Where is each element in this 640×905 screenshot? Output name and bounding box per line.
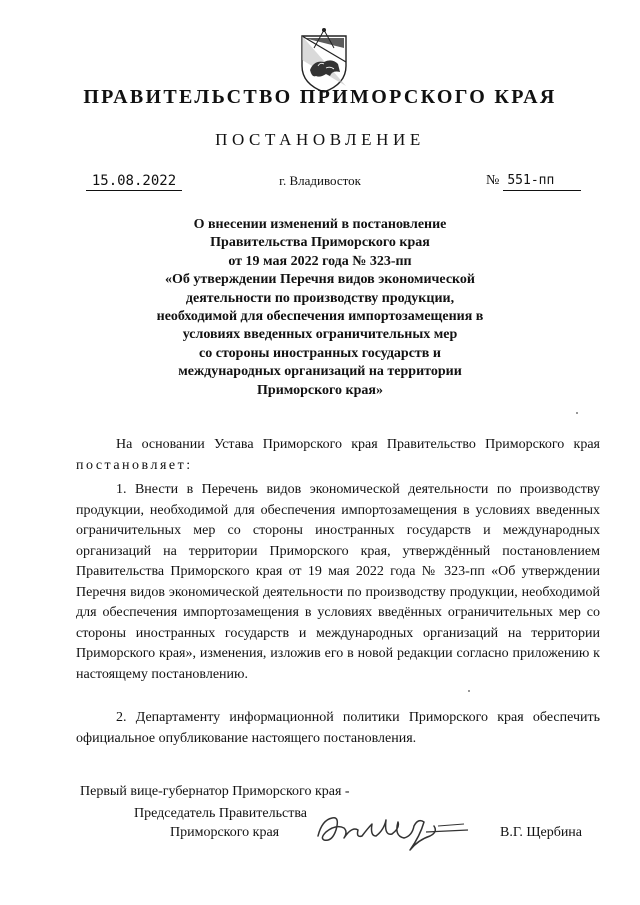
heading-line: О внесении изменений в постановление [193, 217, 447, 232]
signatory-position-line3: Приморского края [170, 825, 280, 840]
decree-date: 15.08.2022 [86, 172, 182, 191]
coat-of-arms-icon [296, 26, 352, 94]
scan-speck [468, 690, 470, 692]
decree-number-block [486, 172, 581, 191]
heading-line: со стороны иностранных государств и [199, 345, 441, 361]
decree-heading [100, 216, 540, 400]
item-1-paragraph: 1. Внести в Перечень видов экономической деятельности по производству продукции, необходимой для обеспечения импортозамещения в условиях введенных ограничительных мер со стороны иностранных государств и международных организаций на территории Приморского края, утверждённый постановлением Правительства Приморского края от 19 мая 2022 года № 323-пп «Об утверждении Перечня видов экономической деятельности по производству продукции, необходимой для обеспечения импортозамещения в условиях введённых ограничительных мер со стороны иностранных государств и международных организаций на территории Приморского края», изменения, изложив его в новой редакции согласно приложению к настоящему постановлению. [76, 482, 600, 682]
heading-line: от 19 мая 2022 года № 323-пп [228, 253, 412, 269]
heading-line: необходимой для обеспечения импортозамещения в [156, 309, 484, 325]
heading-line: деятельности по производству продукции, [185, 290, 455, 306]
signatory-name: В.Г. Щербина [500, 825, 583, 840]
intro-text: На основании Устава Приморского края Правительство Приморского края [116, 437, 600, 452]
decree-city: г. Владивосток [279, 173, 361, 188]
handwritten-signature [314, 806, 474, 858]
heading-line: условиях введенных ограничительных мер [182, 327, 458, 343]
document-type-title: ПОСТАНОВЛЕНИЕ [215, 130, 425, 149]
number-sign: № [486, 173, 500, 188]
heading-line: Приморского края» [257, 382, 383, 398]
item-2-paragraph: 2. Департаменту информационной политики Приморского края обеспечить официальное опубликование настоящего постановления. [76, 710, 600, 746]
intro-paragraph [76, 435, 600, 476]
heading-line: Правительства Приморского края [210, 235, 430, 251]
decree-number: 551-пп [503, 172, 581, 191]
heading-line: «Об утверждении Перечня видов экономической [165, 272, 475, 288]
signatory-position-line1: Первый вице-губернатор Приморского края - [80, 784, 350, 799]
scan-speck [576, 412, 578, 414]
resolves-word: постановляет: [76, 457, 193, 473]
government-title: ПРАВИТЕЛЬСТВО ПРИМОРСКОГО КРАЯ [83, 86, 557, 108]
heading-line: международных организаций на территории [178, 364, 462, 380]
signatory-position-line2: Председатель Правительства [134, 806, 307, 821]
